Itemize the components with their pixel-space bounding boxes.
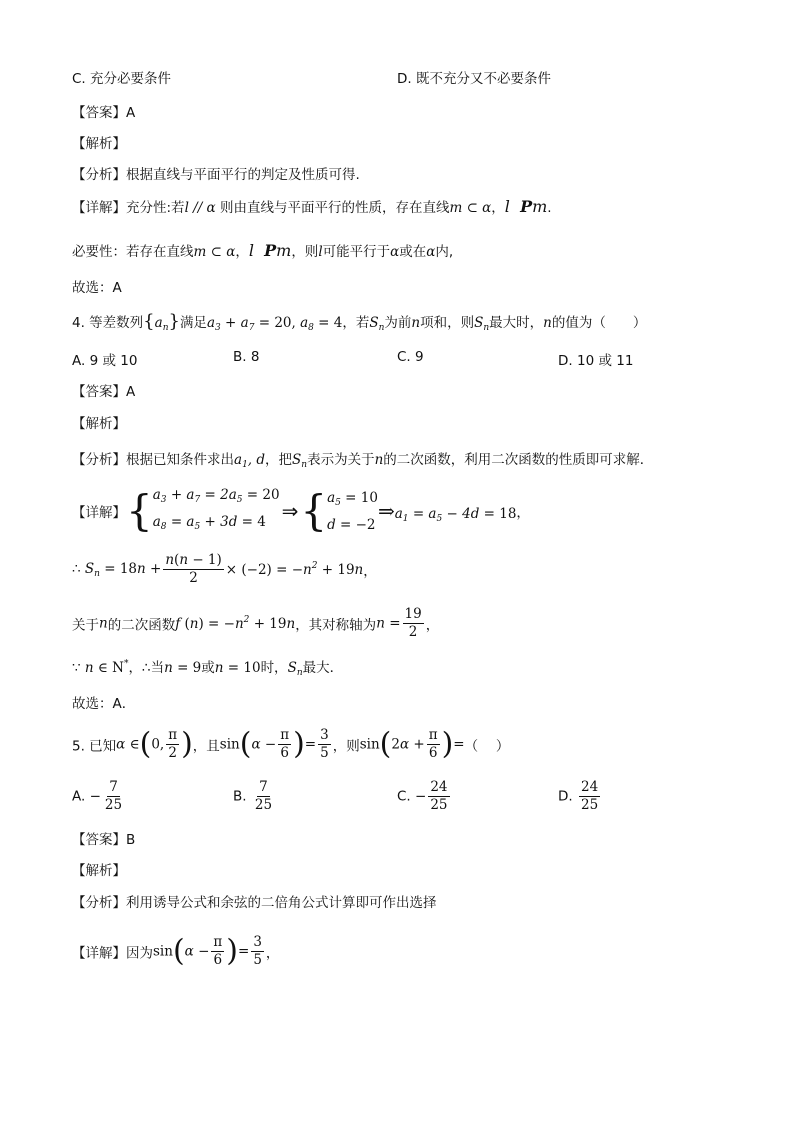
q5-answer: 【答案】B [72,832,136,848]
q4-math-condition: $a_3 + a_7 = 20$, $a_8 = 4$ [206,315,343,333]
q3-math-m-in-alpha: m ⊂ α [449,200,492,216]
q4-answer: 【答案】A [72,384,136,400]
q3-option-c: C. 充分必要条件 [72,71,172,87]
q3-choose: 故选：A [72,280,122,296]
q5-option-d: D. $\frac{24}{25}$ [558,779,599,813]
q4-detail-system: 【详解】{ $a_3 + a_7 = 2a_5 = 20$ $a_8 = a_5 + 3d = 4$ ⇒{ $a_5 = 10$ d = −2 $\Rightarrow a_1 = a_5 - 4d = 18$， [72,486,530,535]
q5-analysis-heading: 【解析】 [72,863,126,879]
q5-fenxi: 【分析】利用诱导公式和余弦的二倍角公式计算即可作出选择 [72,895,437,911]
q4-stem: 4. 等差数列$\{a_n\}$满足$a_3 + a_7 = 20$, $a_8 = 4$，若$S_n$为前n项和，则$S_n$最大时，n的值为（ ） [72,311,647,333]
q3-option-d: D. 既不充分又不必要条件 [397,71,551,87]
q3-answer: 【答案】A [72,105,136,121]
q5-stem: 5. 已知α ∈(0, $\frac{\pi}{2}$ )，且sin(α − $\frac{\pi}{6}$ )= $\frac{3}{5}$ ，则sin(2α + $\frac{\pi}{6}$ )=（ ） [72,726,510,762]
q4-option-b: B. 8 [233,349,260,365]
q5-option-b: B. $\frac{7}{25}$ [233,779,273,813]
q3-necessity: 必要性：若存在直线m ⊂ α，l Pm，则l可能平行于α或在α内, [72,241,454,260]
q3-fenxi: 【分析】根据直线与平面平行的判定及性质可得. [72,167,360,183]
q4-option-a: A. 9 或 10 [72,353,138,369]
q4-conclusion: ∵ n ∈ N*，∴当n = 9或n = 10时，$S_n$最大． [72,659,344,678]
q4-option-d: D. 10 或 11 [558,353,634,369]
q5-option-c: C. − $\frac{24}{25}$ [397,779,448,813]
q5-detail: 【详解】因为sin(α − $\frac{\pi}{6}$ )= $\frac{3}{5}$ ， [72,933,280,969]
q3-math-l-parallel-alpha: l // α [184,200,216,216]
q3-detail: 【详解】充分性:若l // α 则由直线与平面平行的性质，存在直线m ⊂ α，l Pm. [72,197,552,216]
q4-detail-tag: 【详解】 [72,505,126,521]
q4-fenxi: 【分析】根据已知条件求出$a_1$, d，把$S_n$表示为关于n的二次函数，利用二次函数的性质即可求解． [72,452,654,470]
q4-choose: 故选：A． [72,696,136,712]
q4-sum-formula: ∴ $S_n = 18n$ + $\frac{n(n - 1)}{2}$ × $(-2) = -n^2 + 19n$， [72,552,377,586]
q3-detail-tag: 【详解】 [72,200,126,216]
q4-analysis-heading: 【解析】 [72,416,126,432]
q3-analysis-heading: 【解析】 [72,136,126,152]
q5-option-a: A. − $\frac{7}{25}$ [72,779,123,813]
q4-option-c: C. 9 [397,349,424,365]
q3-math-l-p-m: l Pm [504,197,548,216]
q4-axis-of-symmetry: 关于n的二次函数f $(n) = -n^2 + 19n$，其对称轴为n = $\frac{19}{2}$ ， [72,606,440,640]
